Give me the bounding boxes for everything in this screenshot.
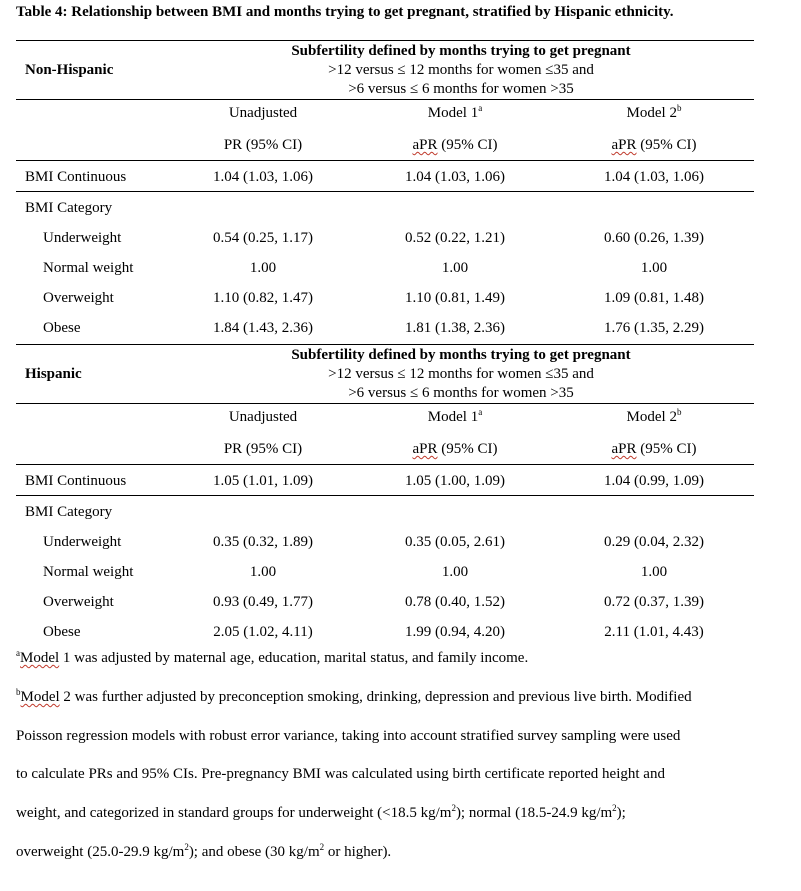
cell-value: 0.78 (0.40, 1.52) [405, 594, 505, 610]
row-label-bmi-continuous: BMI Continuous [25, 473, 127, 489]
cell-value: 1.84 (1.43, 2.36) [213, 320, 313, 336]
cell-value: 1.00 [441, 260, 469, 276]
cell-value: 1.05 (1.01, 1.09) [213, 473, 313, 489]
col-unadjusted-title: Unadjusted [228, 105, 298, 121]
cell-value: 0.52 (0.22, 1.21) [405, 230, 505, 246]
column-header-rule [16, 160, 754, 161]
section-top-rule [16, 40, 754, 41]
cell-value: 0.54 (0.25, 1.17) [213, 230, 313, 246]
col-apr-sub: aPR (95% CI) [611, 441, 697, 457]
row-label-bmi-category: BMI Category [25, 504, 113, 520]
col-model1-title: Model 1$^a$ [427, 407, 483, 425]
footnote-b-line4: weight, and categorized in standard groups for underweight (<18.5 $kg/m^2$); normal (18.5-24.9 $kg/m^2$); [16, 803, 626, 821]
cell-value: 0.60 (0.26, 1.39) [604, 230, 704, 246]
section-top-rule [16, 344, 754, 345]
row-label-category: Overweight [43, 290, 114, 306]
footnote-b-line2: Poisson regression models with robust error variance, taking into account stratified survey sampling were used [16, 728, 681, 744]
section-name: Hispanic [25, 366, 82, 382]
cell-value: 1.00 [640, 260, 668, 276]
footnote-b-line3: to calculate PRs and 95% CIs. Pre-pregnancy BMI was calculated using birth certificate reported height and [16, 766, 665, 782]
cell-value: 1.05 (1.00, 1.09) [405, 473, 505, 489]
cell-value: 1.04 (0.99, 1.09) [604, 473, 704, 489]
cell-value: 2.11 (1.01, 4.43) [604, 624, 704, 640]
continuous-rule [16, 191, 754, 192]
cell-value: 1.04 (1.03, 1.06) [405, 169, 505, 185]
header-line3: >6 versus ≤ 6 months for women >35 [348, 385, 574, 401]
cell-value: 1.00 [249, 260, 277, 276]
continuous-rule [16, 495, 754, 496]
row-label-category: Underweight [43, 230, 122, 246]
row-label-category: Obese [43, 320, 81, 336]
row-label-bmi-category: BMI Category [25, 200, 113, 216]
row-label-bmi-continuous: BMI Continuous [25, 169, 127, 185]
col-unadjusted-sub: PR (95% CI) [223, 441, 303, 457]
row-label-category: Overweight [43, 594, 114, 610]
header-line2: >12 versus ≤ 12 months for women ≤35 and [328, 62, 594, 78]
col-apr-sub: aPR (95% CI) [412, 137, 498, 153]
header-title: Subfertility defined by months trying to get pregnant [291, 43, 631, 59]
col-apr-sub: aPR (95% CI) [611, 137, 697, 153]
row-label-category: Normal weight [43, 564, 134, 580]
cell-value: 1.09 (0.81, 1.48) [604, 290, 704, 306]
cell-value: 1.10 (0.82, 1.47) [213, 290, 313, 306]
cell-value: 0.35 (0.05, 2.61) [405, 534, 505, 550]
col-unadjusted-sub: PR (95% CI) [223, 137, 303, 153]
row-label-category: Obese [43, 624, 81, 640]
cell-value: 1.04 (1.03, 1.06) [604, 169, 704, 185]
cell-value: 1.00 [640, 564, 668, 580]
header-rule [16, 403, 754, 404]
footnote-b: $^b$Model 2 was further adjusted by preconception smoking, drinking, depression and previous live birth. Modified [16, 687, 692, 705]
col-model2-title: Model 2$^b$ [626, 103, 682, 121]
section-name: Non-Hispanic [25, 62, 114, 78]
col-model1-title: Model 1$^a$ [427, 103, 483, 121]
cell-value: 0.35 (0.32, 1.89) [213, 534, 313, 550]
cell-value: 2.05 (1.02, 4.11) [213, 624, 313, 640]
cell-value: 1.81 (1.38, 2.36) [405, 320, 505, 336]
cell-value: 1.04 (1.03, 1.06) [213, 169, 313, 185]
col-apr-sub: aPR (95% CI) [412, 441, 498, 457]
column-header-rule [16, 464, 754, 465]
cell-value: 1.10 (0.81, 1.49) [405, 290, 505, 306]
cell-value: 0.93 (0.49, 1.77) [213, 594, 313, 610]
row-label-category: Underweight [43, 534, 122, 550]
table-title: Table 4: Relationship between BMI and months trying to get pregnant, stratified by Hispanic ethnicity. [16, 4, 674, 20]
cell-value: 0.29 (0.04, 2.32) [604, 534, 704, 550]
col-unadjusted-title: Unadjusted [228, 409, 298, 425]
header-title: Subfertility defined by months trying to get pregnant [291, 347, 631, 363]
row-label-category: Normal weight [43, 260, 134, 276]
footnote-a: $^a$Model 1 was adjusted by maternal age, education, marital status, and family income. [16, 648, 529, 666]
header-line2: >12 versus ≤ 12 months for women ≤35 and [328, 366, 594, 382]
cell-value: 1.00 [441, 564, 469, 580]
footnote-b-line5: overweight (25.0-29.9 $kg/m^2$); and obese (30 $kg/m^2$ or higher). [16, 842, 392, 860]
cell-value: 1.99 (0.94, 4.20) [405, 624, 505, 640]
cell-value: 1.76 (1.35, 2.29) [604, 320, 704, 336]
col-model2-title: Model 2$^b$ [626, 407, 682, 425]
cell-value: 1.00 [249, 564, 277, 580]
header-rule [16, 99, 754, 100]
header-line3: >6 versus ≤ 6 months for women >35 [348, 81, 574, 97]
cell-value: 0.72 (0.37, 1.39) [604, 594, 704, 610]
